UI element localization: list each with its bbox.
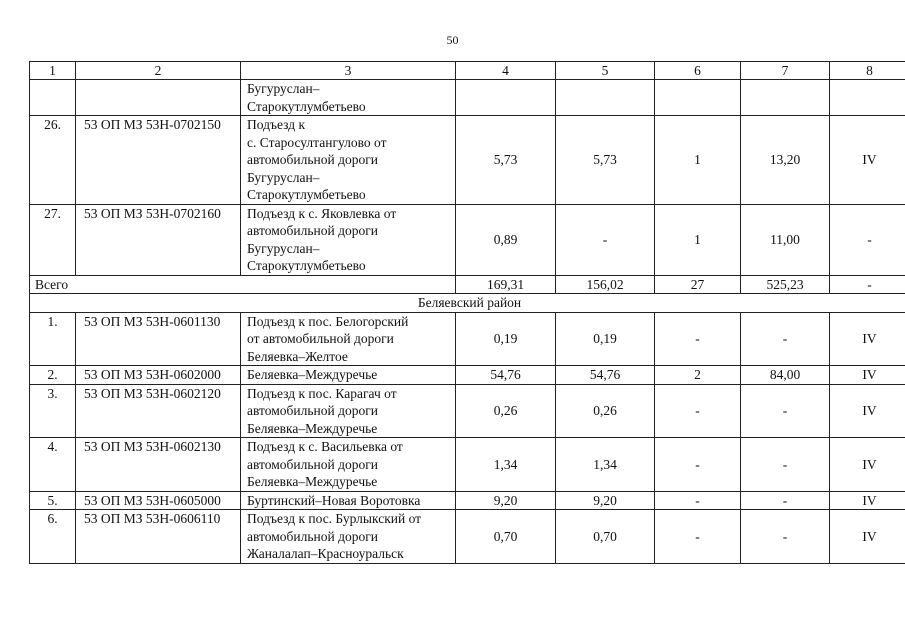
value-cell: 54,76 [456,366,556,385]
value-cell: 0,26 [556,384,655,438]
value-cell: - [655,312,741,366]
row-number: 27. [30,204,76,275]
table-row [30,366,905,385]
column-number: 4 [456,62,556,80]
value-cell: 1,34 [456,438,556,492]
value-cell [556,80,655,116]
road-code: 53 ОП МЗ 53Н-0602120 [76,384,241,438]
number-cell [30,80,76,116]
name-line: Беляевка–Междуречье [247,420,378,436]
name-line: Старокутлумбетьево [247,258,366,273]
value-cell: 0,70 [556,510,655,564]
value-cell: 1 [655,116,741,205]
value-cell: 1 [655,204,741,275]
name-line: Подъезд к пос. Белогорский [247,313,409,329]
value-cell: - [741,312,830,366]
table-row [30,116,905,205]
roads-table [29,61,905,564]
row-number: 5. [30,491,76,510]
road-code: 53 ОП МЗ 53Н-0605000 [76,491,241,510]
value-cell: IV [830,491,905,510]
value-cell [830,80,905,116]
value-cell: - [655,510,741,564]
total-row [30,275,905,294]
column-number-row [30,62,905,80]
value-cell: 5,73 [456,116,556,205]
name-line: Беляевка–Междуречье [247,474,378,489]
value-cell: 84,00 [741,366,830,385]
value-cell: 1,34 [556,438,655,492]
value-cell: 5,73 [556,116,655,205]
page-number: 50 [446,33,459,47]
value-cell [741,80,830,116]
name-line: Бугуруслан– [247,169,320,185]
road-name-cell [241,312,456,366]
value-cell: 0,26 [456,384,556,438]
table-row [30,510,905,564]
value-cell: 0,70 [456,510,556,564]
name-line: Подъезд к пос. Бурлыкский от [247,511,422,526]
value-cell: 13,20 [741,116,830,205]
table-row [30,312,905,366]
road-code: 53 ОП МЗ 53Н-0702160 [76,204,241,275]
column-number: 7 [741,62,830,80]
road-name-cell [241,438,456,492]
name-line: Беляевка–Желтое [247,348,348,364]
name-line: автомобильной дороги [247,152,378,167]
total-value: 27 [655,275,741,294]
value-cell [655,80,741,116]
value-cell: - [741,384,830,438]
road-name-cell [241,366,456,385]
name-line: Подъезд к пос. Карагач от [247,385,397,401]
road-code: 53 ОП МЗ 53Н-0602000 [76,366,241,385]
column-number: 6 [655,62,741,80]
value-cell: - [655,384,741,438]
road-name-cell [241,116,456,205]
value-cell: 0,19 [556,312,655,366]
value-cell: 9,20 [556,491,655,510]
column-number: 5 [556,62,655,80]
value-cell: IV [830,438,905,492]
value-cell: - [741,491,830,510]
total-value: 525,23 [741,275,830,294]
value-cell: - [741,510,830,564]
name-line: Старокутлумбетьево [247,98,366,114]
name-line: Беляевка–Междуречье [247,367,378,382]
name-line: от автомобильной дороги [247,331,394,346]
value-cell: 54,76 [556,366,655,385]
code-cell [76,80,241,116]
row-number: 26. [30,116,76,205]
roads-table-body [30,62,905,564]
name-line: Подъезд к [247,117,306,132]
value-cell: IV [830,384,905,438]
total-value: 156,02 [556,275,655,294]
value-cell: - [556,204,655,275]
value-cell: 11,00 [741,204,830,275]
road-name-cell [241,384,456,438]
name-line: автомобильной дороги [247,403,378,418]
name-line: автомобильной дороги [247,528,378,544]
road-code: 53 ОП МЗ 53Н-0602130 [76,438,241,492]
value-cell [456,80,556,116]
row-number: 6. [30,510,76,564]
row-number: 3. [30,384,76,438]
name-line: с. Старосултангулово от [247,134,387,150]
name-line: Старокутлумбетьево [247,187,366,202]
road-code: 53 ОП МЗ 53Н-0606110 [76,510,241,564]
name-line: Бугуруслан– [247,81,320,96]
table-row [30,491,905,510]
name-line: Подъезд к с. Васильевка от [247,439,403,454]
table-row [30,204,905,275]
road-name-cell [241,80,456,116]
road-code: 53 ОП МЗ 53Н-0702150 [76,116,241,205]
value-cell: 0,89 [456,204,556,275]
road-name-cell [241,491,456,510]
name-line: Подъезд к с. Яковлевка от [247,205,397,221]
value-cell: 0,19 [456,312,556,366]
column-number: 3 [241,62,456,80]
name-line: Буртинский–Новая Воротовка [247,492,421,508]
total-value: - [830,275,905,294]
row-number: 4. [30,438,76,492]
column-number: 1 [30,62,76,80]
name-line: Бугуруслан– [247,240,320,256]
column-number: 2 [76,62,241,80]
value-cell: IV [830,366,905,385]
value-cell: IV [830,510,905,564]
value-cell: IV [830,312,905,366]
name-line: автомобильной дороги [247,456,378,472]
column-number: 8 [830,62,905,80]
table-row [30,384,905,438]
road-name-cell [241,204,456,275]
value-cell: - [830,204,905,275]
name-line: автомобильной дороги [247,223,378,238]
value-cell: - [655,438,741,492]
row-number: 2. [30,366,76,385]
total-value: 169,31 [456,275,556,294]
row-number: 1. [30,312,76,366]
table-row [30,438,905,492]
district-row [30,294,905,313]
value-cell: 9,20 [456,491,556,510]
road-code: 53 ОП МЗ 53Н-0601130 [76,312,241,366]
value-cell: - [741,438,830,492]
district-title: Беляевский район [30,294,905,313]
road-name-cell [241,510,456,564]
name-line: Жаналалап–Красноуральск [247,546,404,561]
value-cell: - [655,491,741,510]
continuation-row [30,80,905,116]
total-label: Всего [30,275,456,294]
value-cell: 2 [655,366,741,385]
value-cell: IV [830,116,905,205]
